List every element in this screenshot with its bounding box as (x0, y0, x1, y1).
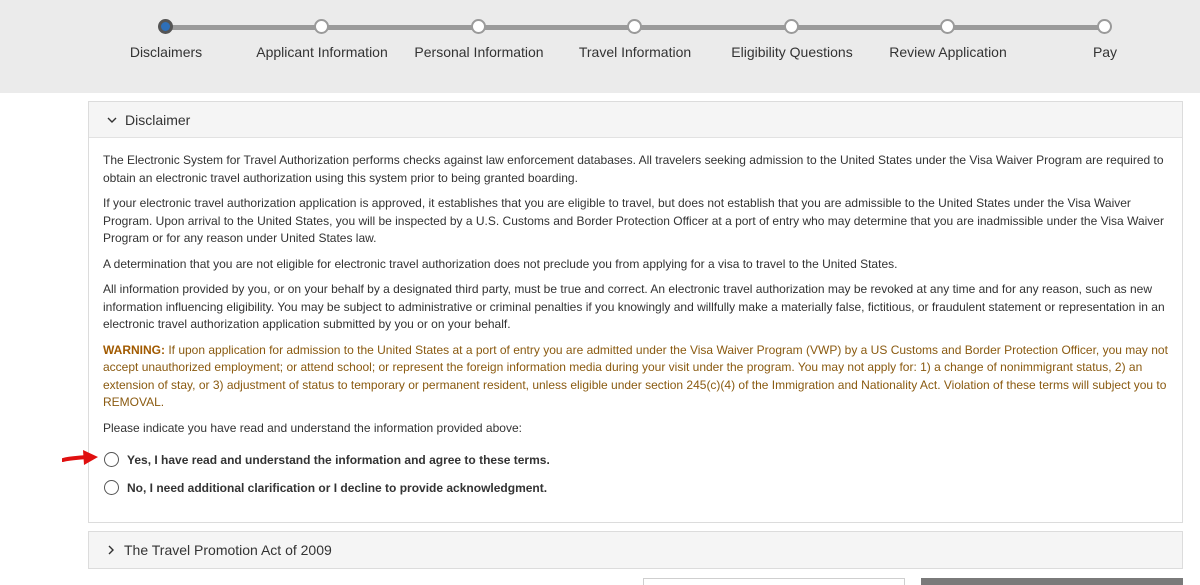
step-dot-personal-information[interactable] (471, 19, 486, 34)
radio-no[interactable] (104, 480, 119, 495)
disclaimer-paragraph: All information provided by you, or on your behalf by a designated third party, must be true and correct. An electronic travel authorization may be revoked at any time and for any reason, such as new information influencing eligibility. You may be subject to administrative or criminal penalties if you knowingly and willfully make a materially false, fictitious, or fraudulent statement or representation in an electronic travel authorization application submitted by you or on your behalf. (103, 282, 1165, 331)
step-dot-applicant-information[interactable] (314, 19, 329, 34)
warning-paragraph (103, 342, 1168, 412)
step-dot-pay[interactable] (1097, 19, 1112, 34)
step-label-travel-information[interactable]: Travel Information (578, 44, 692, 60)
progress-header (0, 0, 1200, 93)
radio-yes-label[interactable]: Yes, I have read and understand the information and agree to these terms. (127, 452, 550, 467)
disclaimer-body (89, 138, 1182, 437)
step-label-review-application[interactable]: Review Application (889, 44, 1007, 60)
step-label-eligibility-questions[interactable]: Eligibility Questions (731, 44, 853, 60)
step-label-disclaimers[interactable]: Disclaimers (129, 44, 203, 60)
step-dot-travel-information[interactable] (627, 19, 642, 34)
disclaimer-paragraph: If your electronic travel authorization application is approved, it establishes that you are eligible to travel, but does not establish that you are admissible to the United States under the Visa Waiver Program. Upon arrival to the United States, you will be inspected by a U.S. Customs and Border Protection Officer at a port of entry who may determine that you are inadmissible under the Visa Waiver Program or for any reason under United States law. (103, 196, 1164, 245)
step-label-pay[interactable]: Pay (1092, 44, 1118, 60)
disclaimer-panel (88, 101, 1183, 523)
acknowledgment-prompt: Please indicate you have read and understand the information provided above: (103, 420, 522, 435)
next-button[interactable] (921, 578, 1183, 585)
radio-no-label[interactable]: No, I need additional clarification or I decline to provide acknowledgment. (127, 480, 548, 495)
previous-button[interactable] (643, 578, 905, 585)
travel-promotion-panel-header[interactable] (88, 531, 1183, 569)
disclaimer-panel-header[interactable] (89, 102, 1182, 138)
disclaimer-paragraph: A determination that you are not eligible for electronic travel authorization does not preclude you from applying for a visa to travel to the United States. (103, 256, 898, 271)
chevron-down-icon (107, 113, 117, 127)
warning-text: If upon application for admission to the United States at a port of entry you are admitted under the Visa Waiver Program (VWP) by a US Customs and Border Protection Officer, you may not accept unauthorized employment; or attend school; or represent the foreign information media during your visit under the program. You may not apply for: 1) a change of nonimmigrant status, 2) an extension of stay, or 3) adjustment of status to temporary or permanent resident, unless eligible under section 245(c)(4) of the Immigration and Nationality Act. Violation of these terms will subject you to REMOVAL. (103, 342, 1168, 409)
travel-promotion-title: The Travel Promotion Act of 2009 (124, 542, 332, 558)
step-label-personal-information[interactable]: Personal Information (414, 44, 544, 60)
disclaimer-paragraph: The Electronic System for Travel Authorization performs checks against law enforcement databases. All travelers seeking admission to the United States under the Visa Waiver Program are required to obtain an electronic travel authorization using this system prior to being granted boarding. (103, 153, 1164, 185)
radio-option-no[interactable] (104, 480, 547, 495)
step-label-applicant-information[interactable]: Applicant Information (256, 44, 388, 60)
warning-label: WARNING: (103, 342, 165, 357)
radio-yes[interactable] (104, 452, 119, 467)
radio-option-yes[interactable] (104, 452, 550, 467)
step-dot-disclaimers[interactable] (158, 19, 173, 34)
chevron-right-icon (107, 543, 115, 558)
disclaimer-title: Disclaimer (125, 111, 191, 128)
red-arrow-annotation (62, 449, 100, 472)
step-dot-review-application[interactable] (940, 19, 955, 34)
step-dot-eligibility-questions[interactable] (784, 19, 799, 34)
